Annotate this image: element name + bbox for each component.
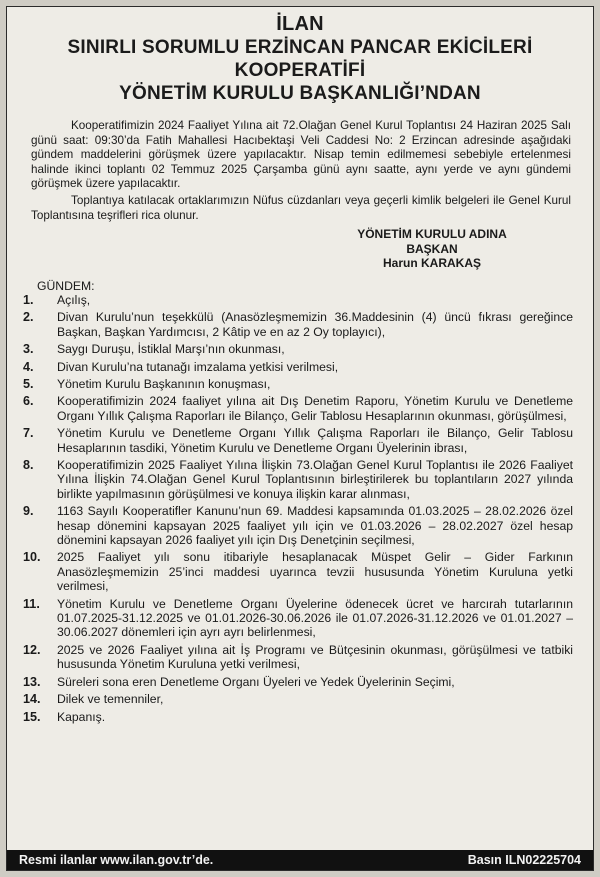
agenda-item [23,394,573,423]
agenda-text: 2025 ve 2026 Faaliyet yılına ait İş Programı ve Bütçesinin okunması, görüşülmesi ve tatbiki hususunda Yönetim Kuruluna yetki verilmesi, [57,642,573,672]
agenda-number: 10. [23,550,41,565]
agenda-text: Açılış, [57,292,91,307]
agenda-item [23,692,573,706]
notice-title: İLAN [276,13,324,35]
agenda-text: Kooperatifimizin 2024 faaliyet yılına ait Dış Denetim Raporu, Yönetim Kurulu ve Denetleme Organı Yıllık Çalışma Raporları ile Bilanço, Gelir Tablosu Hesaplarının okunması, görüşülmesi, [57,394,573,423]
signature-title: YÖNETİM KURULU ADINA [357,227,507,242]
agenda-number: 5. [23,376,34,391]
agenda-text: Kapanış. [57,709,106,724]
agenda-text: Divan Kurulu’nun teşekkülü (Anasözleşmemizin 36.Maddesinin (4) üncü fıkrası gereğince Başkan, Başkan Yardımcısı, 2 Kâtip ve en az 2 Oy toplayıcı), [57,310,573,339]
signature-block [307,227,557,271]
agenda-item [23,643,573,672]
agenda-number: 15. [23,709,41,724]
agenda-item [23,293,573,307]
notice-header [7,13,593,105]
agenda-number: 7. [23,426,34,441]
agenda-item [23,550,573,593]
agenda-text: Süreleri sona eren Denetleme Organı Üyeleri ve Yedek Üyelerinin Seçimi, [57,674,455,689]
agenda-text: Yönetim Kurulu ve Denetleme Organı Yıllık Çalışma Raporları ile Bilanço, Gelir Tablosu Hesaplarının tasdiki, Yönetim Kurulu ve Denetleme Organı Üyelerinin ibrası, [57,426,573,455]
agenda-list [7,293,593,724]
issuer: YÖNETİM KURULU BAŞKANLIĞI’NDAN [119,83,481,104]
agenda-item [23,377,573,391]
agenda-item [23,504,573,547]
agenda-item [23,342,573,356]
agenda-item [23,360,573,374]
agenda-text: Yönetim Kurulu Başkanının konuşması, [57,376,271,391]
agenda-item [23,675,573,689]
intro-paragraph-2: Toplantıya katılacak ortaklarımızın Nüfus cüzdanları veya geçerli kimlik belgeleri ile Genel Kurul Toplantısına teşrifleri rica olunur. [31,193,571,222]
agenda-number: 13. [23,674,41,689]
agenda-text: Kooperatifimizin 2025 Faaliyet Yılına İlişkin 73.Olağan Genel Kurul Toplantısı ile 2026 Faaliyet Yılına İlişkin 74.Olağan Genel Kurul Toplantısının birleştirilerek bu toplantıların 2027 yılında birlikte yapılmasının görüşülmesi ve konuya ilişkin karar alınması, [57,458,573,501]
agenda-text: 2025 Faaliyet yılı sonu itibariyle hesaplanacak Müspet Gelir – Gider Farkının Anasözleşmemizin 25’inci maddesi uyarınca tevzii hususunda Yönetim Kuruluna yetki verilmesi, [57,550,573,594]
signature-role: BAŞKAN [406,241,458,256]
cooperative-name: SINIRLI SORUMLU ERZİNCAN PANCAR EKİCİLERİ [67,37,533,58]
agenda-item [23,310,573,339]
footer-website-note: Resmi ilanlar www.ilan.gov.tr’de. [19,853,214,867]
intro-paragraph: Kooperatifimizin 2024 Faaliyet Yılına ait 72.Olağan Genel Kurul Toplantısı 24 Haziran 2025 Salı günü saat: 09:30’da Fatih Mahallesi Hacıbektaşi Veli Caddesi No: 2 Erzincan adresinde aşağıdaki gündem maddelerini görüşmek üzere yapılacaktır. Nisap temin edilmemesi sebebiyle ertelenmesi halinde ikinci toplantı 02 Temmuz 2025 Çarşamba günü aynı saatte, aynı yerde ve aynı gündemi görüşmek üzere yapılacaktır. [31,119,571,191]
agenda-item [23,597,573,640]
agenda-number: 3. [23,342,34,357]
agenda-number: 8. [23,458,34,472]
agenda-text: Yönetim Kurulu ve Denetleme Organı Üyelerine ödenecek ücret ve harcırah tutarlarının 01.07.2025-31.12.2025 ve 01.01.2026-30.06.2026 ile 01.07.2026-31.12.2026 ve 01.01.2027 – 30.06.2027 dönemleri için ayrı ayrı belirlenmesi, [57,596,573,640]
agenda-text: Dilek ve temenniler, [57,692,164,707]
agenda-number: 4. [23,359,34,374]
agenda-number: 12. [23,642,41,657]
agenda-text: Saygı Duruşu, İstiklal Marşı’nın okunması, [57,342,285,357]
footer-bar [7,850,593,870]
agenda-text: 1163 Sayılı Kooperatifler Kanunu’nun 69. Maddesi kapsamında 01.03.2025 – 28.02.2026 özel hesap dönemini kapsayan 2025 faaliyet yılı için ve 01.03.2026 – 28.02.2027 özel hesap dönemini kapsayan 2026 faaliyet yılı için Dış Denetçinin seçilmesi, [57,504,573,548]
agenda-number: 1. [23,292,34,307]
agenda-item [23,710,573,724]
agenda-number: 11. [23,596,40,611]
agenda-number: 9. [23,504,34,519]
footer-press-code: Basın ILN02225704 [467,853,581,867]
agenda-number: 2. [23,310,34,325]
signature-name: Harun KARAKAŞ [382,256,481,271]
notice-sheet [6,6,594,871]
agenda-number: 14. [23,692,41,707]
agenda-item [23,426,573,455]
cooperative-name-cont: KOOPERATİFİ [234,60,366,81]
agenda-number: 6. [23,394,34,409]
agenda-item [23,458,573,501]
agenda-label: GÜNDEM: [37,278,95,293]
agenda-text: Divan Kurulu’na tutanağı imzalama yetkisi verilmesi, [57,359,339,374]
